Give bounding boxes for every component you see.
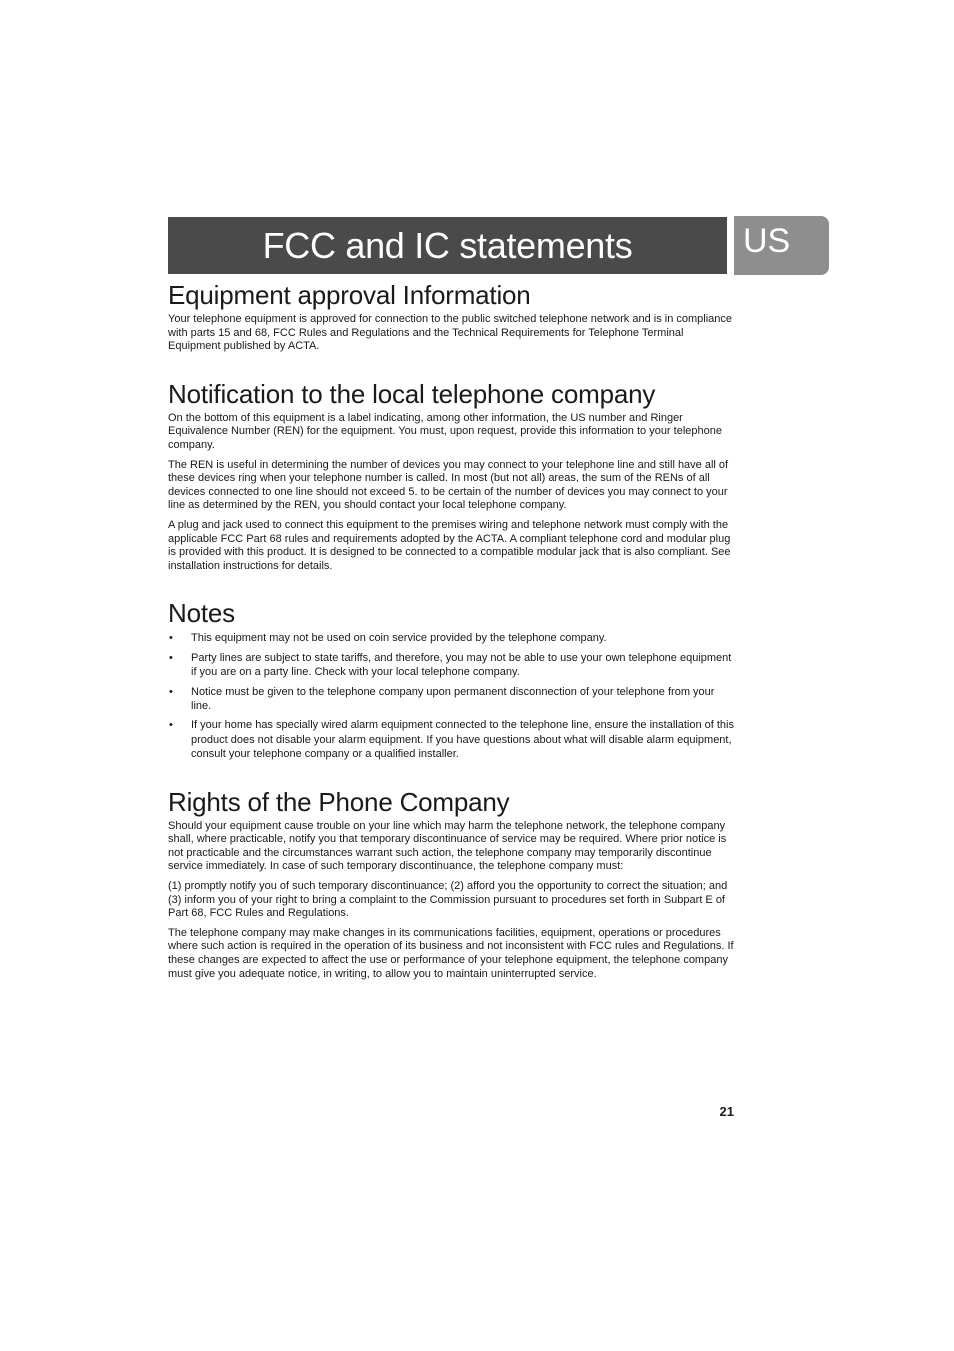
bullet-icon: • (169, 632, 173, 645)
paragraph: The REN is useful in determining the number of devices you may connect to your telephone line and still have all of these devices ring when your telephone number is called. In most (but not all) areas, the sum of the RENs of all devices connected to one line should not exceed 5. to be certain of the number of devices you may connect to your line as determined by the REN, you should contact your local telephone company. (168, 458, 729, 512)
language-tab: US (734, 216, 829, 275)
document-body (168, 279, 734, 1005)
paragraph: A plug and jack used to connect this equipment to the premises wiring and telephone network must comply with the applicable FCC Part 68 rules and requirements adopted by the ACTA. A compliant telephone cord and modular plug is provided with this product. It is designed to be connected to a compatible modular jack that is also compliant. See installation instructions for details. (168, 518, 731, 572)
section-heading: Rights of the Phone Company (168, 786, 510, 817)
list-item (168, 718, 734, 761)
page-title: FCC and IC statements (262, 224, 633, 266)
paragraph: The telephone company may make changes in its communications facilities, equipment, operations or procedures where such action is required in the operation of its business and not inconsistent with FCC rules and Regulations. If these changes are expected to affect the use or performance of your telephone equipment, the telephone company must give you adequate notice, in writing, to allow you to maintain uninterrupted service. (168, 926, 734, 980)
list-item-text: If your home has specially wired alarm equipment connected to the telephone line, ensure the installation of this product does not disable your alarm equipment. If you have questions about what will disable alarm equipment, consult your telephone company or a qualified installer. (191, 719, 734, 761)
bullet-icon: • (169, 685, 173, 698)
list-item-text: Notice must be given to the telephone company upon permanent disconnection of your telephone from your line. (191, 685, 715, 712)
section-rights (168, 786, 734, 982)
bullet-icon: • (169, 719, 173, 732)
list-item (168, 631, 734, 645)
page-number: 21 (719, 1104, 734, 1119)
bullet-icon: • (169, 651, 173, 664)
notes-list (168, 631, 734, 761)
paragraph: On the bottom of this equipment is a label indicating, among other information, the US number and Ringer Equivalence Number (REN) for the equipment. You must, upon request, provide this information to your telephone company. (168, 411, 722, 451)
list-item (168, 685, 734, 714)
section-heading: Notes (168, 598, 235, 629)
section-notification (168, 378, 734, 574)
paragraph: Should your equipment cause trouble on your line which may harm the telephone network, the telephone company shall, where practicable, notify you that temporary discontinuance of service may be required. Where prior notice is not practicable and the circumstances warrant such action, the telephone company may temporarily discontinue service immediately. In case of such temporary discontinuance, the telephone company must: (168, 819, 727, 873)
chapter-header-bar (168, 217, 727, 274)
list-item (168, 651, 734, 680)
paragraph: (1) promptly notify you of such temporary discontinuance; (2) afford you the opportunity to correct the situation; and (3) inform you of your right to bring a complaint to the Commission pursuant to procedures set forth in Subpart E of Part 68, FCC Rules and Regulations. (168, 879, 728, 920)
section-equipment-approval (168, 279, 734, 354)
paragraph: Your telephone equipment is approved for connection to the public switched telephone network and is in compliance with parts 15 and 68, FCC Rules and Regulations and the Technical Requirements for Telephone Terminal Equipment published by ACTA. (168, 313, 733, 353)
section-heading: Notification to the local telephone company (168, 378, 656, 409)
list-item-text: Party lines are subject to state tariffs, and therefore, you may not be able to use your own telephone equipment if you are on a party line. Check with your local telephone company. (191, 651, 732, 679)
list-item-text: This equipment may not be used on coin service provided by the telephone company. (191, 632, 607, 645)
section-notes (168, 597, 734, 761)
section-heading: Equipment approval Information (168, 280, 531, 310)
